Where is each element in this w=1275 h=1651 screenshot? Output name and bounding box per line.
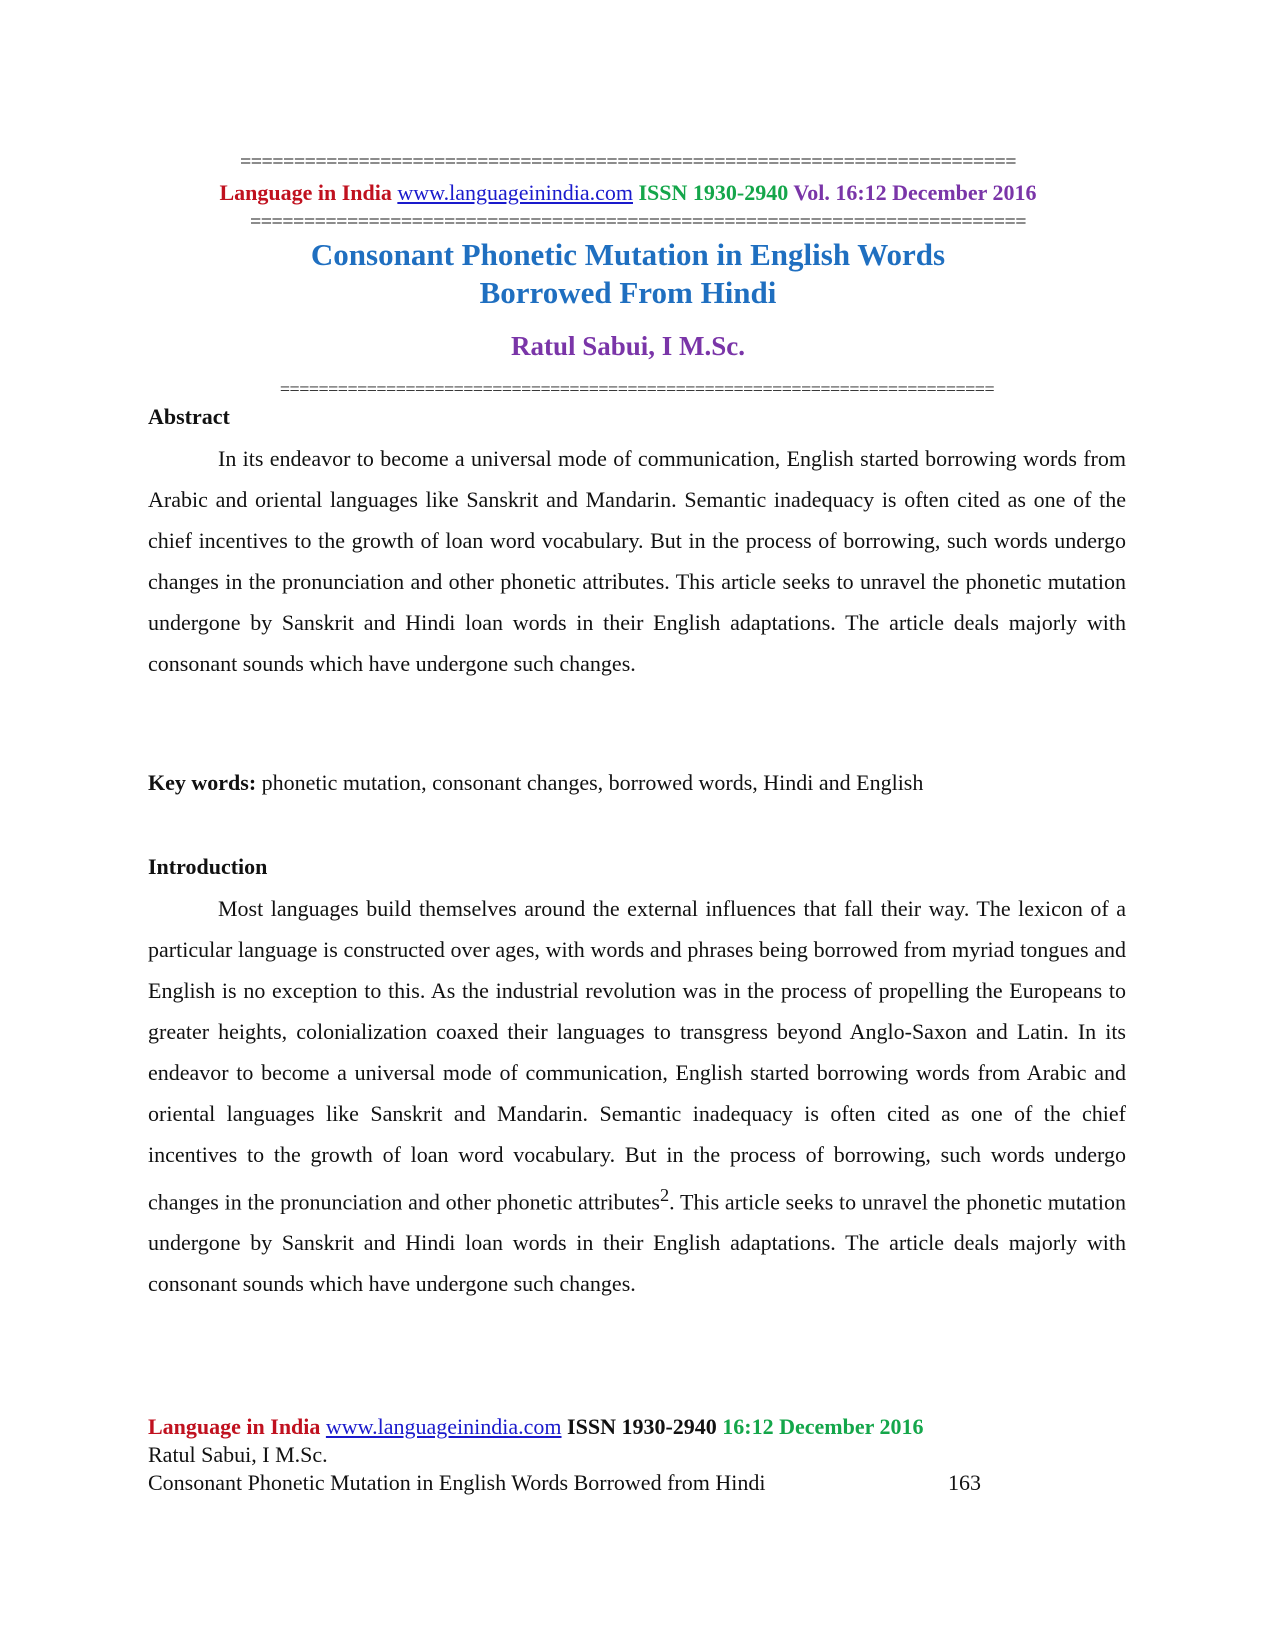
- footer-article-title: Consonant Phonetic Mutation in English Words Borrowed from Hindi: [148, 1470, 766, 1495]
- introduction-text-before-footnote: Most languages build themselves around the external influences that fall their way. The lexicon of a particular language is constructed over ages, with words and phrases being borrowed from myriad tongues and English is no exception to this. As the industrial revolution was in the process of propelling the Europeans to greater heights, colonialization coaxed their languages to transgress beyond Anglo-Saxon and Latin. In its endeavor to become a universal mode of communication, English started borrowing words from Arabic and oriental languages like Sanskrit and Mandarin. Semantic inadequacy is often cited as one of the chief incentives to the growth of loan word vocabulary. But in the process of borrowing, such words undergo changes in the pronunciation and other phonetic attributes: [148, 896, 1126, 1215]
- masthead-journal-name: Language in India: [219, 180, 392, 205]
- article-title: [148, 236, 1108, 312]
- introduction-heading: Introduction: [148, 854, 268, 879]
- third-separator-rule: ==========================================================================: [279, 380, 995, 398]
- keywords-text: phonetic mutation, consonant changes, borrowed words, Hindi and English: [256, 770, 924, 795]
- article-title-line-2: Borrowed From Hindi: [479, 275, 777, 310]
- introduction-paragraph: [148, 888, 1126, 1304]
- journal-masthead: [148, 180, 1108, 206]
- top-separator-rule: ========================================================================: [239, 152, 1017, 172]
- page-number: 163: [948, 1470, 981, 1495]
- second-separator-rule: ========================================================================: [249, 212, 1027, 232]
- footer-author: Ratul Sabui, I M.Sc.: [148, 1442, 328, 1467]
- masthead-volume: Vol. 16:12 December 2016: [793, 180, 1037, 205]
- masthead-url-link[interactable]: www.languageinindia.com: [397, 180, 633, 205]
- footer-journal-line: [148, 1413, 1008, 1441]
- footnote-marker[interactable]: 2: [659, 1185, 670, 1205]
- introduction-text-after-footnote: . This article seeks to unravel the phonetic mutation undergone by Sanskrit and Hindi loan words in their English adaptations. The article deals majorly with consonant sounds which have undergone such changes.: [148, 1189, 1127, 1297]
- footer-url-link[interactable]: www.languageinindia.com: [325, 1414, 562, 1439]
- footer-issn: ISSN 1930-2940: [567, 1414, 717, 1439]
- article-title-line-1: Consonant Phonetic Mutation in English Words: [310, 237, 946, 272]
- abstract-paragraph: In its endeavor to become a universal mode of communication, English started borrowing words from Arabic and oriental languages like Sanskrit and Mandarin. Semantic inadequacy is often cited as one of the chief incentives to the growth of loan word vocabulary. But in the process of borrowing, such words undergo changes in the pronunciation and other phonetic attributes. This article seeks to unravel the phonetic mutation undergone by Sanskrit and Hindi loan words in their English adaptations. The article deals majorly with consonant sounds which have undergone such changes.: [148, 446, 1126, 676]
- footer-date: 16:12 December 2016: [722, 1414, 924, 1439]
- footer-journal-name: Language in India: [148, 1414, 321, 1439]
- keywords-label: Key words:: [148, 770, 257, 795]
- masthead-issn: ISSN 1930-2940: [638, 180, 789, 205]
- page-footer: [148, 1413, 1008, 1497]
- keywords-line: [148, 770, 923, 796]
- abstract-heading: Abstract: [148, 404, 230, 429]
- footer-title-line: [148, 1469, 1008, 1497]
- article-author: Ratul Sabui, I M.Sc.: [510, 331, 746, 361]
